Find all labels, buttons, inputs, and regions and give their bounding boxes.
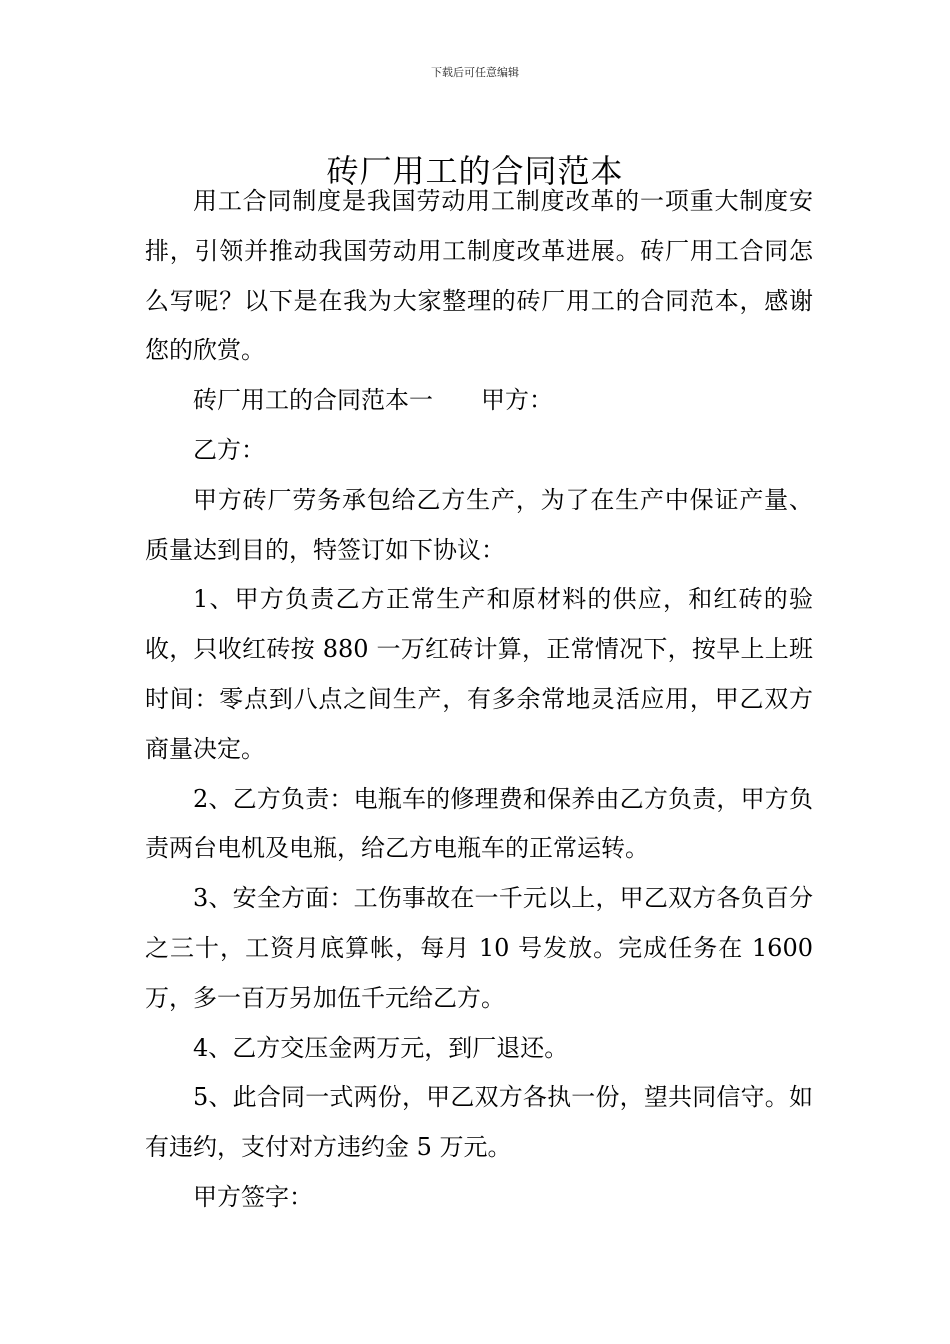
header-note: 下载后可任意编辑 — [431, 66, 519, 79]
clause-2: 2、乙方负责：电瓶车的修理费和保养由乙方负责，甲方负责两台电机及电瓶，给乙方电瓶车的正常运转。 — [145, 784, 813, 863]
clause-3: 3、安全方面：工伤事故在一千元以上，甲乙双方各负百分之三十，工资月底算帐，每月 10 号发放。完成任务在 1600 万，多一百万另加伍千元给乙方。 — [145, 884, 813, 1012]
preamble-paragraph: 甲方砖厂劳务承包给乙方生产，为了在生产中保证产量、质量达到目的，特签订如下协议： — [145, 485, 813, 564]
signature-party-a: 甲方签字： — [193, 1182, 313, 1211]
intro-paragraph: 用工合同制度是我国劳动用工制度改革的一项重大制度安排，引领并推动我国劳动用工制度改革进展。砖厂用工合同怎么写呢？以下是在我为大家整理的砖厂用工的合同范本，感谢您的欣赏。 — [145, 187, 813, 365]
document-body — [145, 177, 813, 1223]
document-title: 砖厂用工的合同范本 — [326, 152, 624, 191]
clause-5: 5、此合同一式两份，甲乙双方各执一份，望共同信守。如有违约，支付对方违约金 5 万元。 — [145, 1083, 813, 1162]
clause-4: 4、乙方交压金两万元，到厂退还。 — [193, 1033, 569, 1062]
party-b-label: 乙方： — [193, 435, 265, 464]
sample-heading-line — [145, 376, 813, 426]
sample-heading: 砖厂用工的合同范本一 — [193, 386, 433, 415]
clause-1: 1、甲方负责乙方正常生产和原材料的供应，和红砖的验收，只收红砖按 880 一万红砖计算，正常情况下，按早上上班时间：零点到八点之间生产，有多余常地灵活应用，甲乙双方商量决定。 — [145, 585, 813, 763]
party-a-label: 甲方： — [481, 386, 553, 415]
